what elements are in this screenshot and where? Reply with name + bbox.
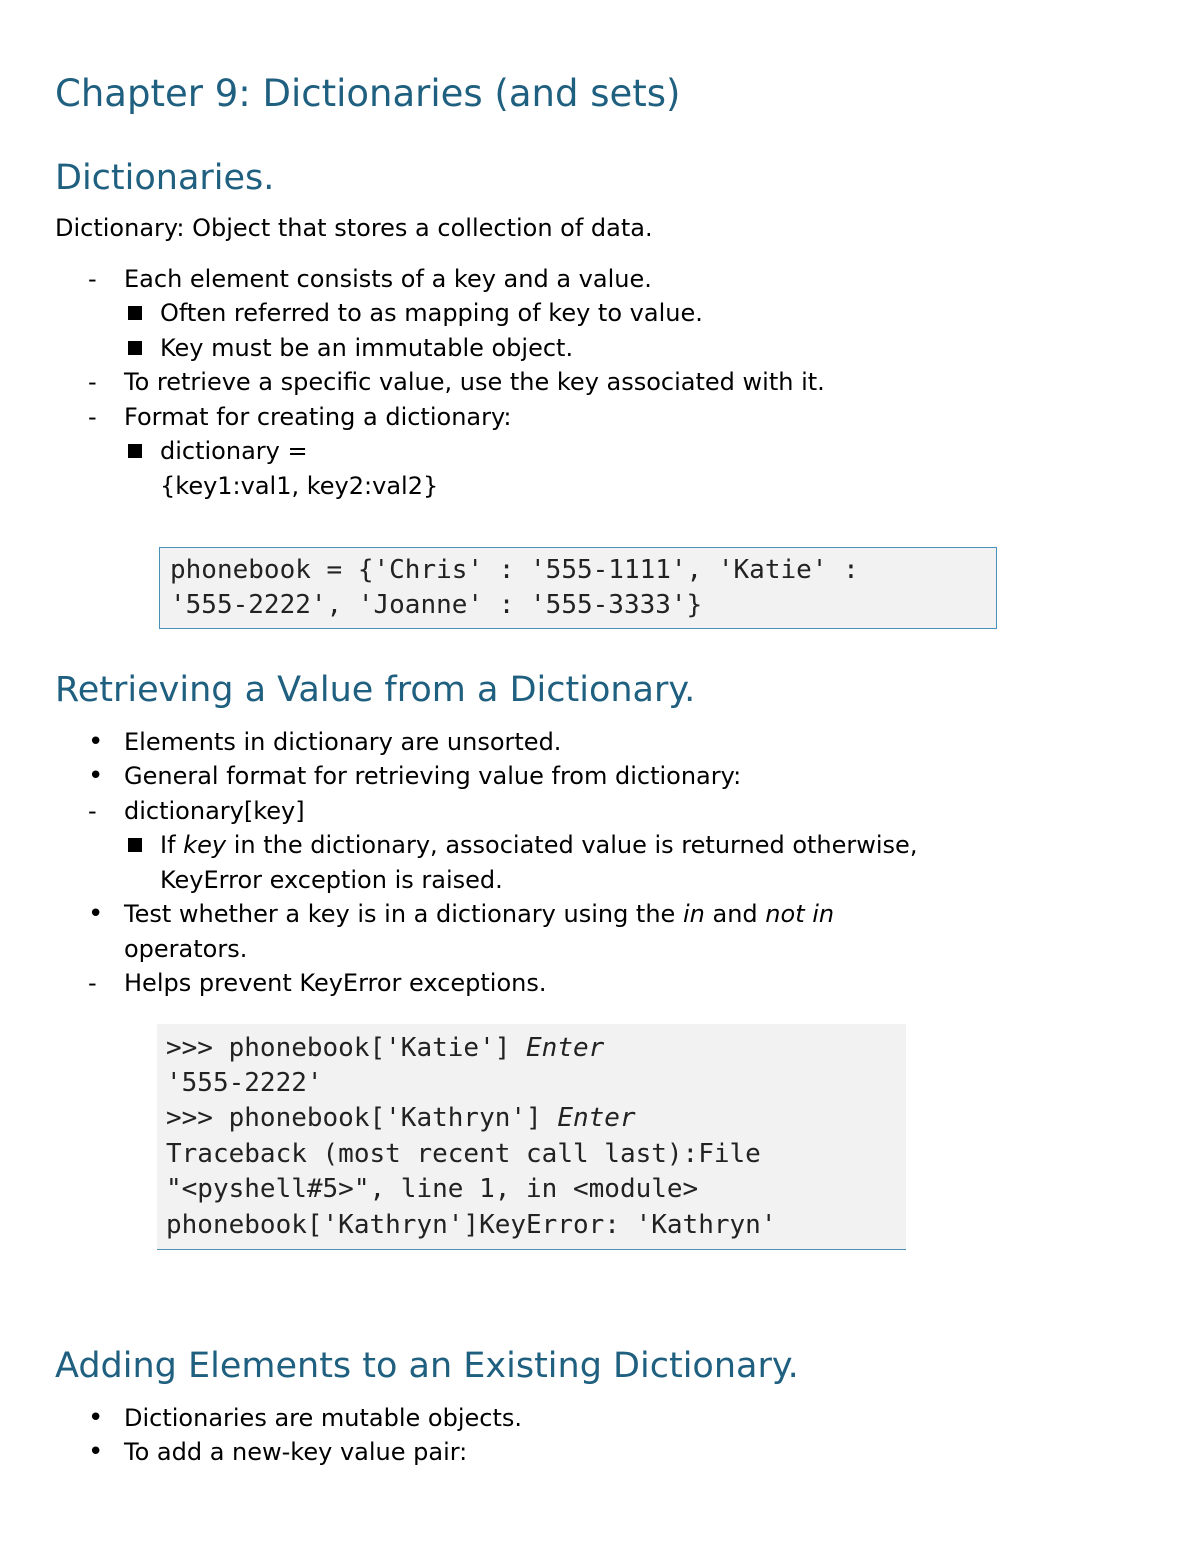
dash-bullet: - xyxy=(88,403,97,431)
round-bullet-icon: • xyxy=(88,727,104,757)
list-item-continuation: KeyError exception is raised. xyxy=(160,866,503,894)
enter-label: Enter xyxy=(557,1103,636,1133)
list-item-continuation: operators. xyxy=(124,935,248,963)
enter-label: Enter xyxy=(526,1033,605,1063)
code-prompt: >>> phonebook['Kathryn'] xyxy=(166,1103,558,1133)
section-heading-adding: Adding Elements to an Existing Dictionary. xyxy=(55,1346,799,1386)
round-bullet-icon: • xyxy=(88,899,104,929)
text-and: and xyxy=(712,900,758,928)
list-item xyxy=(124,899,834,929)
section-heading-retrieving: Retrieving a Value from a Dictionary. xyxy=(55,670,696,710)
list-item: Each element consists of a key and a value. xyxy=(124,265,652,293)
square-bullet-icon xyxy=(128,306,142,320)
list-item: Dictionaries are mutable objects. xyxy=(124,1404,522,1432)
square-bullet-icon xyxy=(128,838,142,852)
text-key-italic: key xyxy=(183,831,227,859)
code-line: phonebook = {'Chris' : '555-1111', 'Katie' : xyxy=(170,555,859,585)
square-bullet-icon xyxy=(128,341,142,355)
list-item: dictionary[key] xyxy=(124,797,305,825)
text-returned: in the dictionary, associated value is returned otherwise, xyxy=(233,831,918,859)
code-line xyxy=(166,1101,636,1136)
list-item: General format for retrieving value from dictionary: xyxy=(124,762,742,790)
round-bullet-icon: • xyxy=(88,761,104,791)
dash-bullet: - xyxy=(88,797,97,825)
code-line: '555-2222' xyxy=(166,1068,323,1098)
list-item: To add a new-key value pair: xyxy=(124,1438,468,1466)
dash-bullet: - xyxy=(88,969,97,997)
text-if: If xyxy=(160,831,176,859)
list-item: Format for creating a dictionary: xyxy=(124,403,512,431)
square-bullet-icon xyxy=(128,444,142,458)
code-prompt: >>> phonebook['Katie'] xyxy=(166,1033,527,1063)
code-line: "<pyshell#5>", line 1, in <module> xyxy=(166,1174,699,1204)
chapter-title: Chapter 9: Dictionaries (and sets) xyxy=(55,72,681,115)
round-bullet-icon: • xyxy=(88,1437,104,1467)
list-item-continuation: {key1:val1, key2:val2} xyxy=(160,472,439,500)
code-line: '555-2222', 'Joanne' : '555-3333'} xyxy=(170,590,703,620)
dash-bullet: - xyxy=(88,265,97,293)
list-item: Helps prevent KeyError exceptions. xyxy=(124,969,547,997)
list-item: To retrieve a specific value, use the key associated with it. xyxy=(124,368,825,396)
list-item: Elements in dictionary are unsorted. xyxy=(124,728,562,756)
list-item xyxy=(160,830,917,860)
text-test-prefix: Test whether a key is in a dictionary using the xyxy=(124,900,676,928)
text-in-italic: in xyxy=(682,900,705,928)
text-not-in-italic: not in xyxy=(765,900,835,928)
dash-bullet: - xyxy=(88,368,97,396)
list-item: Key must be an immutable object. xyxy=(160,334,574,362)
round-bullet-icon: • xyxy=(88,1403,104,1433)
dictionary-definition: Dictionary: Object that stores a collection of data. xyxy=(55,214,653,242)
list-item: dictionary = xyxy=(160,437,308,465)
code-line: Traceback (most recent call last):File xyxy=(166,1139,761,1169)
list-item: Often referred to as mapping of key to value. xyxy=(160,299,703,327)
code-line xyxy=(166,1031,604,1066)
code-line: phonebook['Kathryn']KeyError: 'Kathryn' xyxy=(166,1210,777,1240)
section-heading-dictionaries: Dictionaries. xyxy=(55,158,275,198)
